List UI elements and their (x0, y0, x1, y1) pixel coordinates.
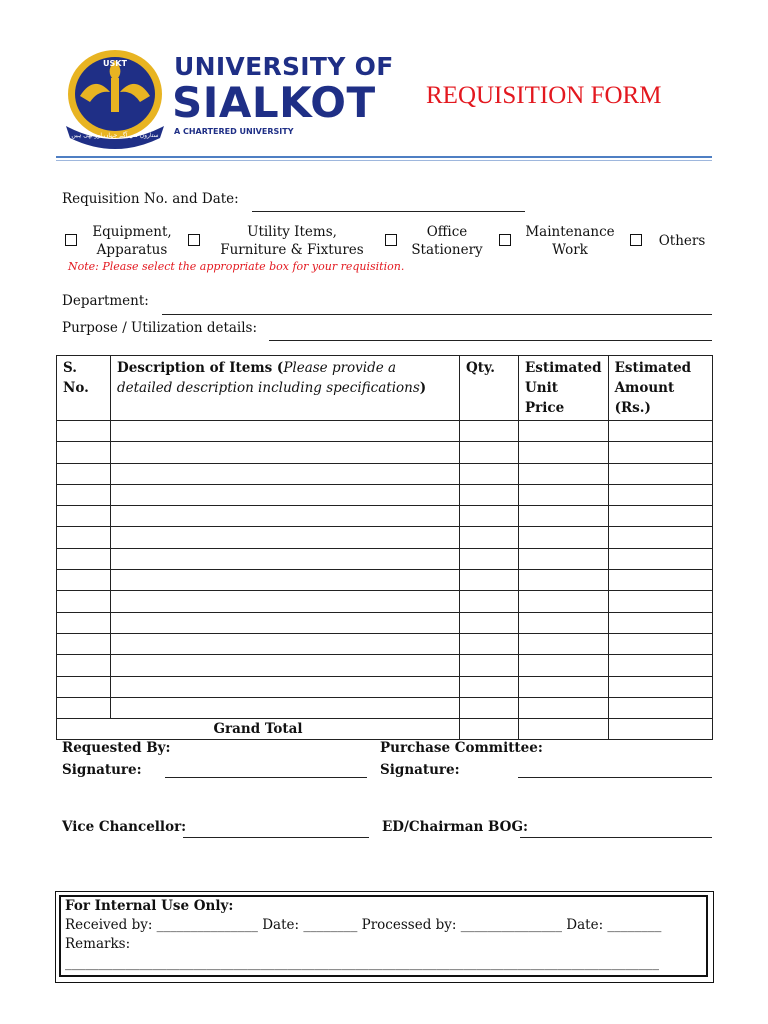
cell-amount[interactable] (608, 591, 712, 612)
header-unit-price: Estimated Unit Price (519, 356, 609, 421)
grand-total-label: Grand Total (57, 719, 460, 740)
requested-signature-line[interactable] (165, 777, 367, 778)
cell-sno[interactable] (57, 612, 111, 633)
cell-unit-price[interactable] (519, 570, 609, 591)
cell-description[interactable] (111, 442, 460, 463)
cell-description[interactable] (111, 548, 460, 569)
university-name-line2: SIALKOT (172, 78, 376, 127)
table-row (57, 676, 713, 697)
cell-qty[interactable] (460, 463, 519, 484)
table-header-row (57, 356, 713, 421)
table-row (57, 570, 713, 591)
checkbox-utility[interactable] (188, 234, 200, 246)
category-utility-label: Utility Items, Furniture & Fixtures (220, 224, 364, 258)
items-table (56, 355, 713, 740)
cell-description[interactable] (111, 697, 460, 718)
grand-total-amount-cell[interactable] (608, 719, 712, 740)
cell-amount[interactable] (608, 527, 712, 548)
cell-sno[interactable] (57, 570, 111, 591)
cell-amount[interactable] (608, 463, 712, 484)
department-label: Department: (62, 293, 149, 309)
cell-amount[interactable] (608, 655, 712, 676)
table-row (57, 527, 713, 548)
cell-description[interactable] (111, 612, 460, 633)
table-row (57, 591, 713, 612)
grand-total-qty-cell[interactable] (460, 719, 519, 740)
university-logo (60, 44, 170, 150)
header-qty: Qty. (460, 356, 519, 421)
cell-qty[interactable] (460, 506, 519, 527)
cell-qty[interactable] (460, 697, 519, 718)
internal-received-line[interactable]: Received by: _______________ Date: ________ Processed by: _______________ Date: ________ (65, 917, 662, 933)
cell-sno[interactable] (57, 633, 111, 654)
cell-sno[interactable] (57, 484, 111, 505)
cell-unit-price[interactable] (519, 633, 609, 654)
note-text: Note: Please select the appropriate box for your requisition. (68, 260, 405, 273)
department-field[interactable] (162, 314, 712, 315)
cell-unit-price[interactable] (519, 506, 609, 527)
checkbox-office[interactable] (385, 234, 397, 246)
cell-sno[interactable] (57, 527, 111, 548)
header-description: Description of Items (Please provide a detailed description including specifications) (111, 356, 460, 421)
cell-qty[interactable] (460, 591, 519, 612)
cell-sno[interactable] (57, 591, 111, 612)
checkbox-others[interactable] (630, 234, 642, 246)
requisition-label: Requisition No. and Date: (62, 191, 239, 207)
cell-description[interactable] (111, 506, 460, 527)
cell-unit-price[interactable] (519, 421, 609, 442)
table-row (57, 484, 713, 505)
cell-sno[interactable] (57, 697, 111, 718)
cell-amount[interactable] (608, 506, 712, 527)
requested-by-label: Requested By: (62, 740, 171, 756)
cell-unit-price[interactable] (519, 442, 609, 463)
header-rule-thin (56, 160, 712, 161)
cell-unit-price[interactable] (519, 697, 609, 718)
cell-unit-price[interactable] (519, 676, 609, 697)
cell-unit-price[interactable] (519, 591, 609, 612)
cell-unit-price[interactable] (519, 612, 609, 633)
purchase-committee-label: Purchase Committee: (380, 740, 543, 756)
cell-unit-price[interactable] (519, 655, 609, 676)
category-office-label: Office Stationery (411, 224, 483, 258)
cell-sno[interactable] (57, 506, 111, 527)
category-others-label: Others (658, 233, 706, 249)
category-maintenance-label: Maintenance Work (525, 224, 615, 258)
cell-qty[interactable] (460, 421, 519, 442)
cell-description[interactable] (111, 421, 460, 442)
cell-sno[interactable] (57, 463, 111, 484)
internal-remarks-line[interactable]: ________________________________________________________________________________________ (65, 955, 659, 971)
cell-amount[interactable] (608, 442, 712, 463)
logo-motto: ستاروں سے آگے جہاں اور بھی ہیں (71, 132, 159, 139)
checkbox-maintenance[interactable] (499, 234, 511, 246)
requested-signature-label: Signature: (62, 762, 142, 778)
committee-signature-label: Signature: (380, 762, 460, 778)
category-equipment-label: Equipment, Apparatus (92, 224, 172, 258)
table-row (57, 442, 713, 463)
cell-qty[interactable] (460, 527, 519, 548)
cell-qty[interactable] (460, 655, 519, 676)
cell-description[interactable] (111, 527, 460, 548)
table-row (57, 421, 713, 442)
purpose-field[interactable] (269, 340, 712, 341)
cell-amount[interactable] (608, 697, 712, 718)
table-row (57, 463, 713, 484)
cell-description[interactable] (111, 655, 460, 676)
cell-description[interactable] (111, 463, 460, 484)
cell-qty[interactable] (460, 548, 519, 569)
cell-description[interactable] (111, 570, 460, 591)
internal-remarks-label: Remarks: (65, 936, 131, 952)
purpose-label: Purpose / Utilization details: (62, 320, 258, 336)
university-tagline: A CHARTERED UNIVERSITY (174, 127, 294, 136)
ed-chairman-label: ED/Chairman BOG: (382, 819, 528, 835)
cell-sno[interactable] (57, 548, 111, 569)
cell-qty[interactable] (460, 442, 519, 463)
vice-chancellor-line[interactable] (183, 837, 369, 838)
internal-use-title: For Internal Use Only: (65, 898, 234, 914)
grand-total-row (57, 719, 713, 740)
cell-qty[interactable] (460, 484, 519, 505)
cell-amount[interactable] (608, 484, 712, 505)
cell-unit-price[interactable] (519, 484, 609, 505)
cell-sno[interactable] (57, 655, 111, 676)
university-name-line1: UNIVERSITY OF (174, 52, 394, 81)
table-row (57, 612, 713, 633)
cell-amount[interactable] (608, 676, 712, 697)
header-sno: S. No. (57, 356, 111, 421)
header-rule (56, 156, 712, 158)
cell-qty[interactable] (460, 570, 519, 591)
table-row (57, 697, 713, 718)
table-row (57, 506, 713, 527)
committee-signature-line[interactable] (518, 777, 712, 778)
ed-chairman-line[interactable] (520, 837, 712, 838)
cell-description[interactable] (111, 676, 460, 697)
table-row (57, 633, 713, 654)
cell-amount[interactable] (608, 612, 712, 633)
cell-qty[interactable] (460, 676, 519, 697)
cell-sno[interactable] (57, 442, 111, 463)
cell-amount[interactable] (608, 421, 712, 442)
cell-unit-price[interactable] (519, 548, 609, 569)
cell-amount[interactable] (608, 548, 712, 569)
header-amount: Estimated Amount (Rs.) (608, 356, 712, 421)
vice-chancellor-label: Vice Chancellor: (62, 819, 187, 835)
cell-description[interactable] (111, 633, 460, 654)
cell-qty[interactable] (460, 633, 519, 654)
grand-total-price-cell[interactable] (519, 719, 609, 740)
table-row (57, 655, 713, 676)
cell-unit-price[interactable] (519, 463, 609, 484)
cell-description[interactable] (111, 484, 460, 505)
requisition-field[interactable] (252, 211, 525, 212)
form-title: REQUISITION FORM (426, 82, 662, 109)
logo-text: USKT (103, 59, 127, 68)
table-row (57, 548, 713, 569)
cell-qty[interactable] (460, 612, 519, 633)
cell-description[interactable] (111, 591, 460, 612)
cell-amount[interactable] (608, 570, 712, 591)
checkbox-equipment[interactable] (65, 234, 77, 246)
cell-amount[interactable] (608, 633, 712, 654)
cell-unit-price[interactable] (519, 527, 609, 548)
cell-sno[interactable] (57, 421, 111, 442)
cell-sno[interactable] (57, 676, 111, 697)
